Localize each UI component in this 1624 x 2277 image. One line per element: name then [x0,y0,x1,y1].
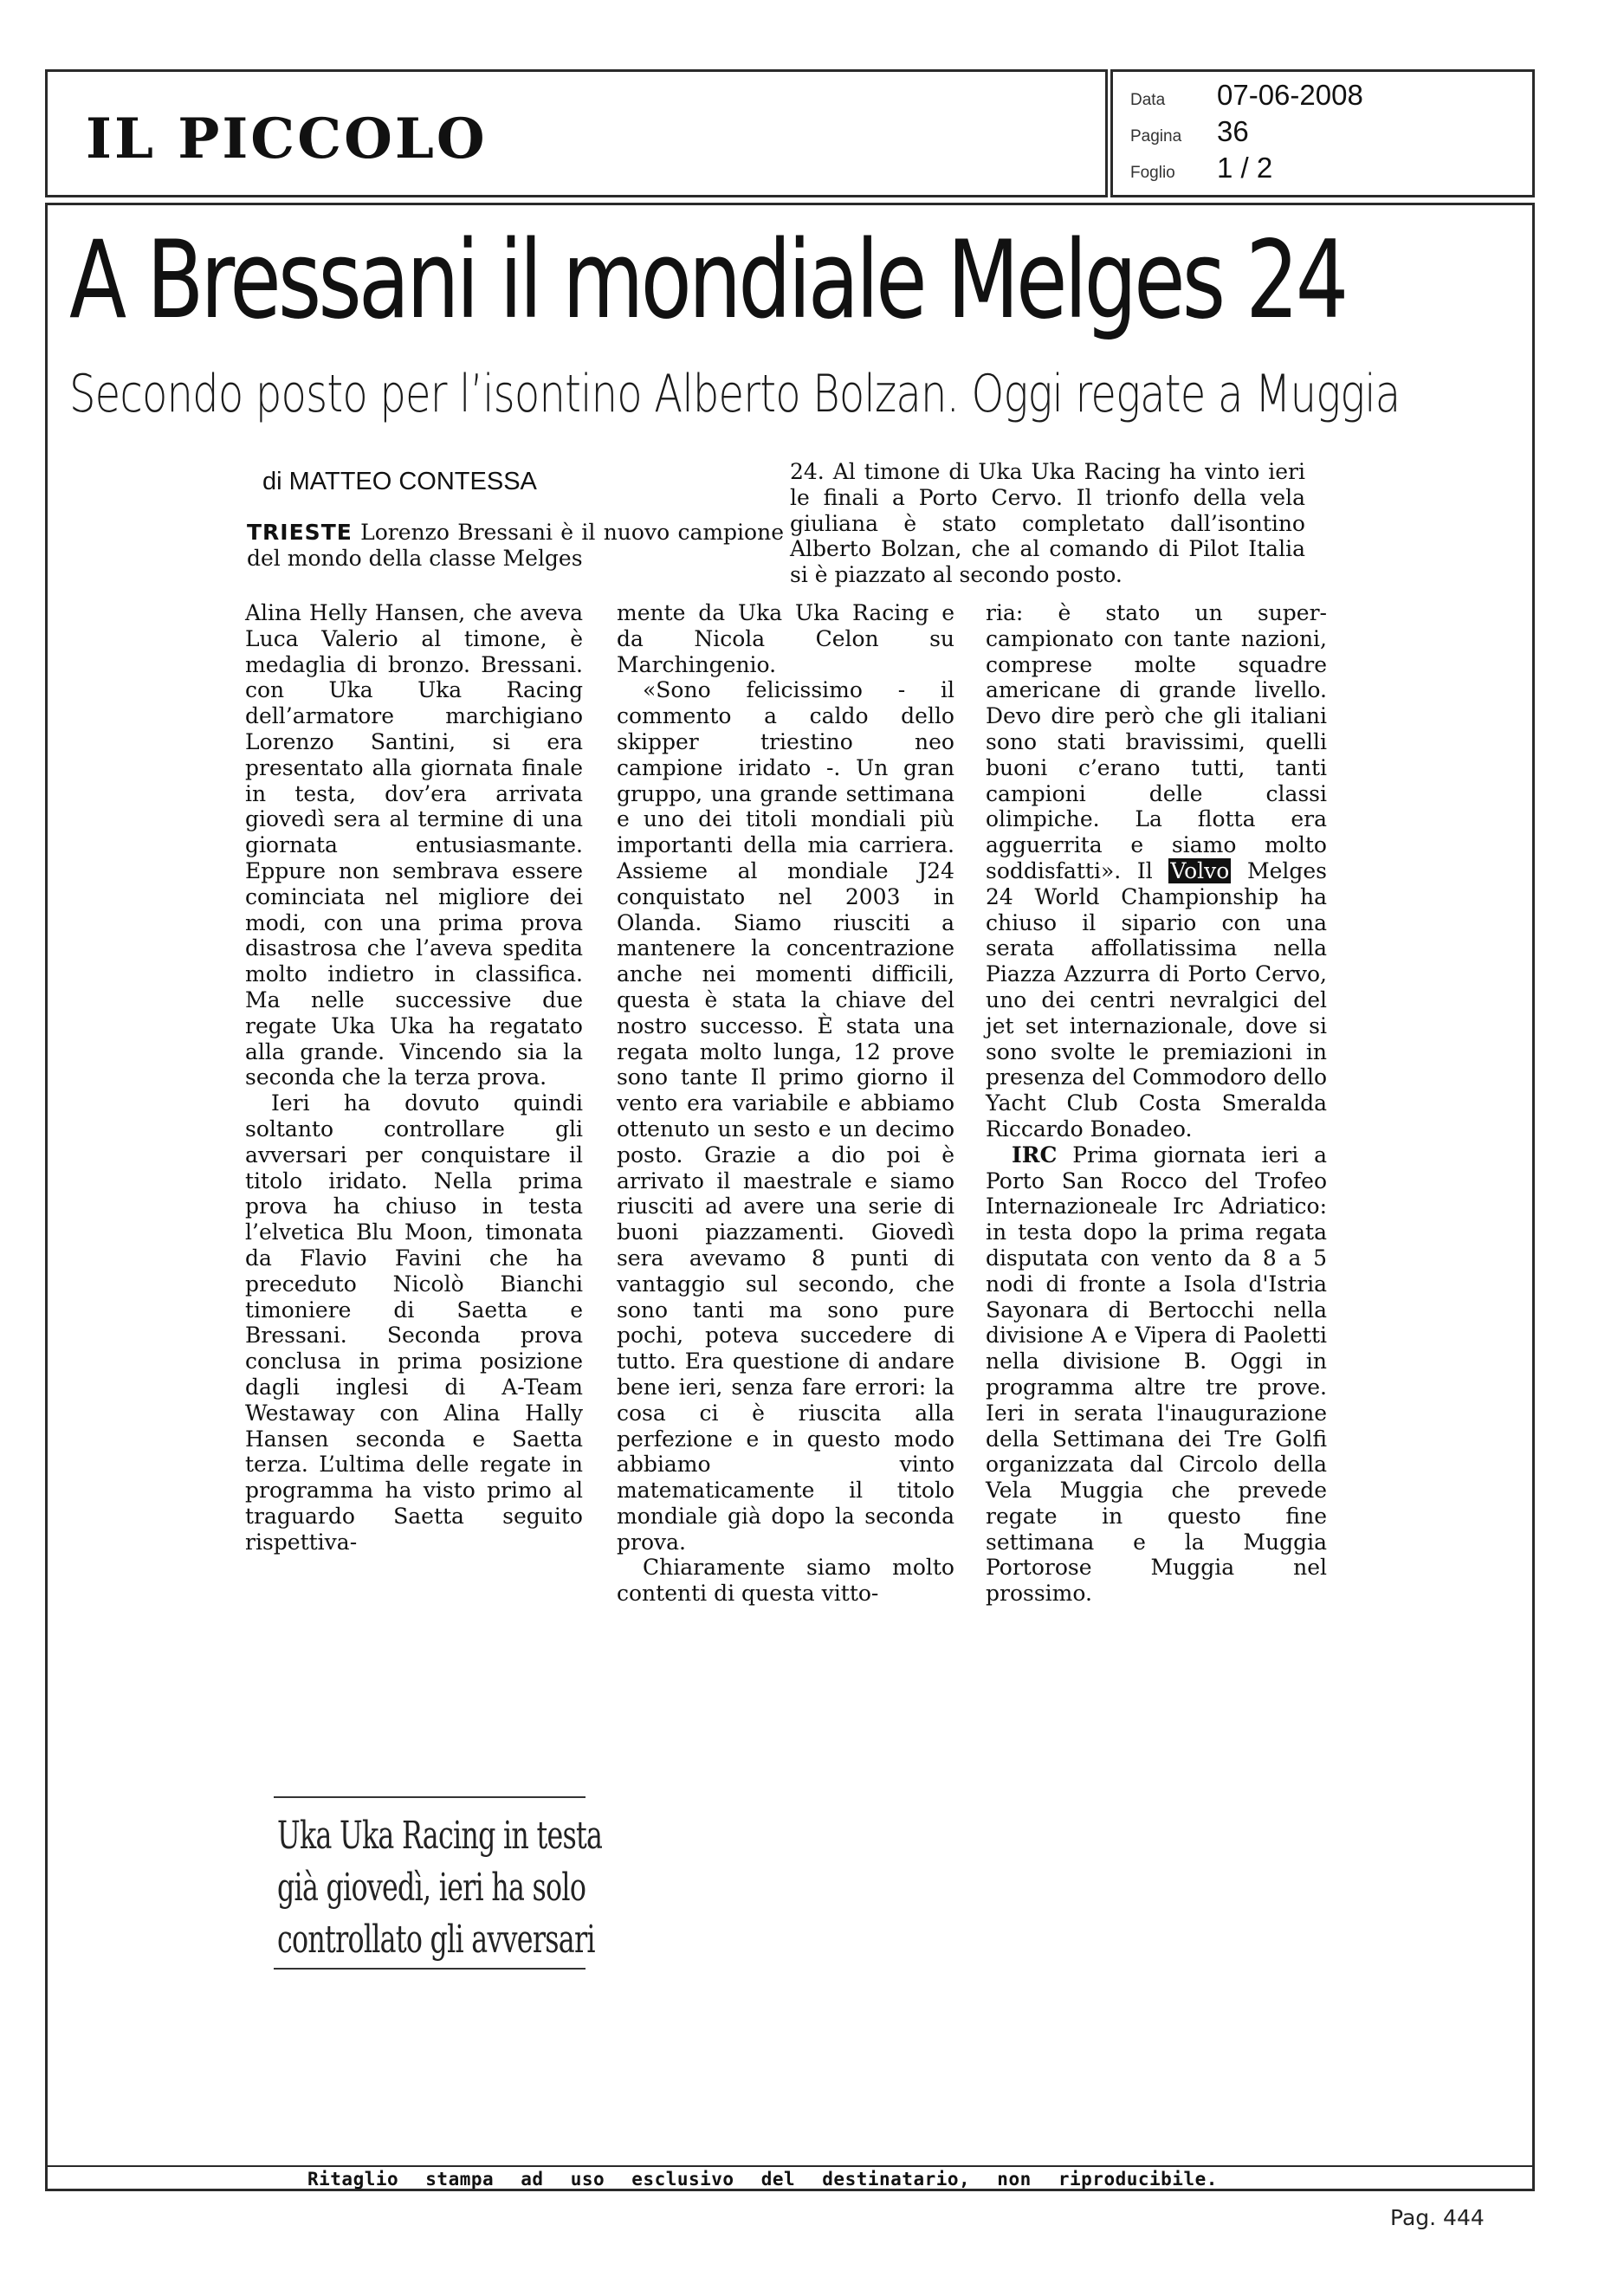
clipping-metadata [1110,69,1535,197]
column-2-paragraph-2: «Sono felicissimo - il commento a caldo dello skipper triestino neo campione iridato -. Un gran gruppo, una grande settimana e uno dei titoli mondiali più importanti della mia carriera. Assieme al mondiale J24 conquistato nel 2003 in Olanda. Siamo riusciti a mantenere la concentrazione anche nei momenti difficili, questa è stata la chiave del nostro successo. È stata una regata molto lunga, 12 prove sono tante Il primo giorno il vento era variabile e abbiamo ottenuto un sesto e un decimo posto. Grazie a dio poi è arrivato il maestrale e siamo riusciti ad avere una serie di buoni piazzamenti. Giovedì sera avevamo 8 punti di vantaggio sul secondo, che sono tanti ma sono pure pochi, poteva succedere di tutto. Era questione di andare bene ieri, senza fare errori: la cosa ci è riuscita alla perfezione e in questo modo abbiamo vinto matematicamente il titolo mondiale già dopo la seconda prova. [617,677,954,1555]
highlighted-term: Volvo [1170,857,1230,883]
pull-quote-line-3: controllato gli avversari [277,1918,595,1962]
lead-continuation-text: 24. Al timone di Uka Uka Racing ha vinto ieri le finali a Porto Cervo. Il trionfo della vela giuliana è stato completato dall’isontino Alberto Bolzan, che al comando di Pilot Italia si è piazzato al secondo posto. [790,459,1305,588]
dateline: TRIESTE [247,520,353,545]
column-3-text-c: Prima giornata ieri a Porto San Rocco del Trofeo Internazioneale Irc Adriatico: in testa dopo la prima regata disputata con vento da 8 a 5 nodi di fronte a Isola d'Istria Sayonara di Bertocchi nella divisione A e Vipera di Paoletti nella divisione B. Oggi in programma altre tre prove. Ieri in serata l'inaugurazione della Settimana dei Tre Golfi organizzata dal Circolo della Vela Muggia che prevede regate in questo fine settimana e la Muggia Portorose Muggia nel prossimo. [986,1142,1327,1607]
section-run-in: IRC [1012,1142,1058,1168]
meta-date-label: Data [1130,91,1166,109]
article-column-3 [986,600,1327,1607]
clipping-notice: Ritaglio stampa ad uso esclusivo del destinatario, non riproducibile. [307,2169,1218,2190]
pull-quote-top-rule [274,1796,586,1798]
meta-sheet-label: Foglio [1130,164,1175,182]
column-3-paragraph-1 [986,600,1327,1142]
lead-continuation [790,459,1305,588]
column-1-paragraph-2: Ieri ha dovuto quindi soltanto controllare gli avversari per conquistare il titolo iridato. Nella prima prova ha chiuso in testa l’elvetica Blu Moon, timonata da Flavio Favini che ha preceduto Nicolò Bianchi timoniere di Saetta e Bressani. Seconda prova conclusa in prima posizione dagli inglesi di A-Team Westaway con Alina Hally Hansen seconda e Saetta terza. L’ultima delle regate in programma ha visto primo al traguardo Saetta seguito rispettiva- [245,1090,583,1555]
lead-text: Lorenzo Bressani è il nuovo campione del mondo della classe Melges [247,520,784,571]
article-column-2 [617,600,954,1607]
pull-quote-line-2: già giovedì, ieri ha solo [277,1866,586,1910]
column-2-paragraph-3: Chiaramente siamo molto contenti di questa vitto- [617,1555,954,1607]
masthead [45,69,1108,197]
meta-page-row [1130,115,1249,148]
column-1-paragraph-1: Alina Helly Hansen, che aveva Luca Valerio al timone, è medaglia di bronzo. Bressani. con Uka Uka Racing dell’armatore marchigiano Lorenzo Santini, si era presentato alla giornata finale in testa, dov’era arrivata giovedì sera al termine di una giornata entusiasmante. Eppure non sembrava essere cominciata nel migliore dei modi, con una prima prova disastrosa che l’aveva spedita molto indietro in classifica. Ma nelle successive due regate Uka Uka ha regatato alla grande. Vincendo sia la seconda che la terza prova. [245,600,583,1090]
page-number: Pag. 444 [1390,2205,1485,2230]
pull-quote-bottom-rule [274,1968,586,1970]
meta-sheet-value: 1 / 2 [1217,152,1273,184]
meta-sheet-row [1130,152,1272,184]
footer-divider [45,2165,1535,2167]
column-3-text-a: ria: è stato un super-campionato con tante nazioni, comprese molte squadre americane di grande livello. Devo dire però che gli italiani sono stati bravissimi, quelli buoni c’erano tutti, tanti campioni delle classi olimpiche. La flotta era agguerrita e siamo molto soddisfatti». Il [986,600,1327,883]
article-byline: di MATTEO CONTESSA [262,468,537,495]
column-2-paragraph-1: mente da Uka Uka Racing e da Nicola Celon su Marchingenio. [617,600,954,677]
column-3-paragraph-2 [986,1142,1327,1607]
article-column-1 [245,600,583,1555]
meta-page-label: Pagina [1130,127,1182,146]
newspaper-logo: IL PICCOLO [86,107,488,171]
article-subheadline: Secondo posto per l’isontino Alberto Bolzan. Oggi regate a Muggia [69,364,1401,424]
meta-date-row [1130,79,1363,112]
pull-quote-line-1: Uka Uka Racing in testa [277,1814,603,1858]
column-3-text-b: Melges 24 World Championship ha chiuso il sipario con una serata affollatissima nella Piazza Azzurra di Porto Cervo, uno dei centri nevralgici del jet set internazionale, dove si sono svolte le premiazioni in presenza del Commodoro dello Yacht Club Costa Smeralda Riccardo Bonadeo. [986,857,1327,1142]
meta-page-value: 36 [1217,115,1249,147]
article-lead [247,520,784,572]
pull-quote [277,1810,602,1966]
meta-date-value: 07-06-2008 [1217,79,1363,111]
article-headline: A Bressani il mondiale Melges 24 [69,218,1346,343]
